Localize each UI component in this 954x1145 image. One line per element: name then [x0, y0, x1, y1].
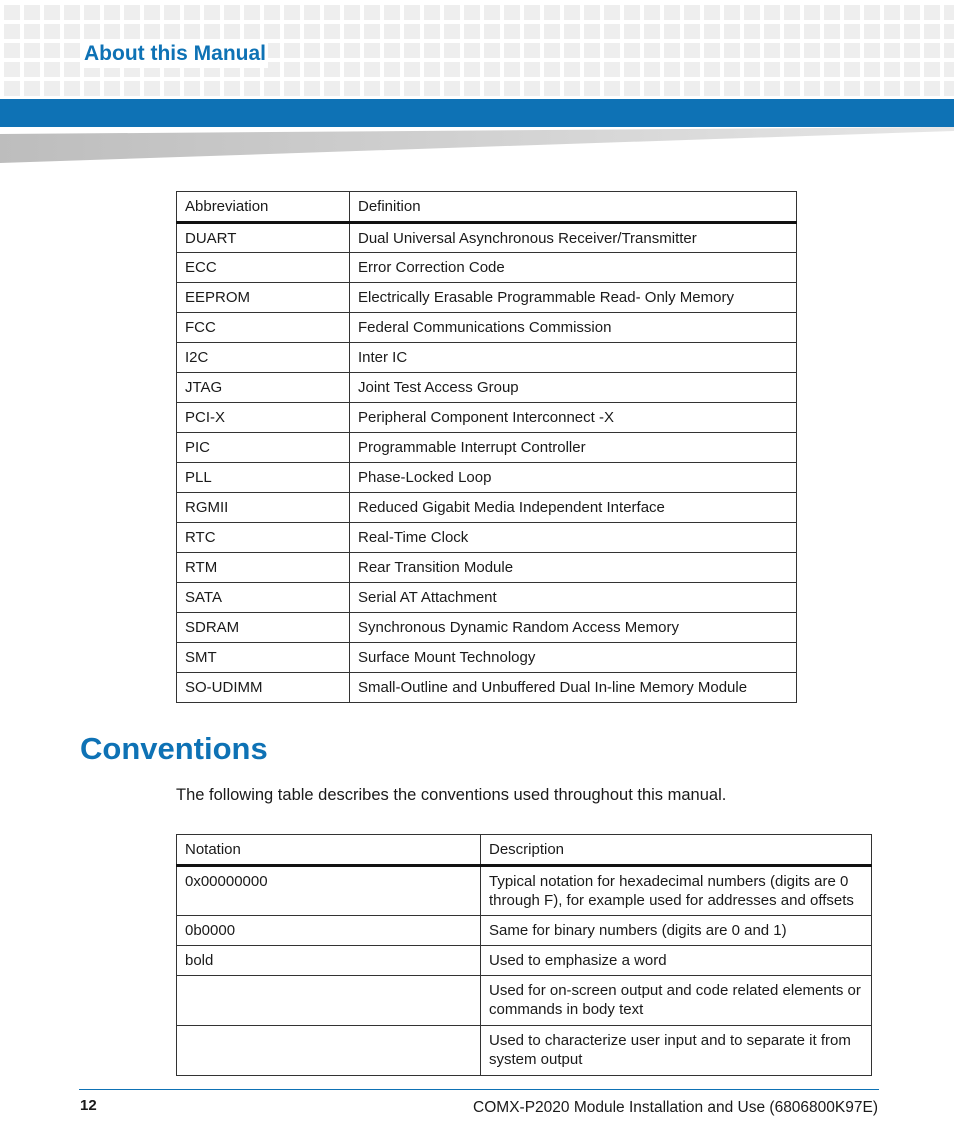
table-cell-description: Small-Outline and Unbuffered Dual In-line Memory Module	[350, 673, 797, 703]
table-row	[177, 223, 797, 253]
table-cell-term: PIC	[177, 433, 350, 463]
running-header-title: About this Manual	[82, 40, 268, 68]
table-header-row	[177, 835, 872, 866]
table-cell-description: Used to characterize user input and to separate it from system output	[481, 1026, 872, 1076]
table-row	[177, 343, 797, 373]
table-cell-term: RGMII	[177, 493, 350, 523]
table-cell-term: SMT	[177, 643, 350, 673]
table-cell-term: DUART	[177, 223, 350, 253]
table-row	[177, 523, 797, 553]
table-cell-term: SO-UDIMM	[177, 673, 350, 703]
table-cell-description: Peripheral Component Interconnect -X	[350, 403, 797, 433]
table-row	[177, 253, 797, 283]
intro-paragraph: The following table describes the conventions used throughout this manual.	[176, 786, 727, 804]
table-cell-term: PLL	[177, 463, 350, 493]
table-cell-term: RTM	[177, 553, 350, 583]
table-row	[177, 1026, 872, 1076]
table-cell-description: Real-Time Clock	[350, 523, 797, 553]
table-row	[177, 946, 872, 976]
table-cell-description: Reduced Gigabit Media Independent Interface	[350, 493, 797, 523]
table-row	[177, 313, 797, 343]
table-cell-term	[177, 1026, 481, 1076]
table-row	[177, 613, 797, 643]
table-row	[177, 916, 872, 946]
table-row	[177, 433, 797, 463]
table-cell-term: RTC	[177, 523, 350, 553]
table-cell-term: bold	[177, 946, 481, 976]
table-row	[177, 403, 797, 433]
table-cell-description: Dual Universal Asynchronous Receiver/Transmitter	[350, 223, 797, 253]
table-cell-description: Same for binary numbers (digits are 0 and 1)	[481, 916, 872, 946]
table-cell-description: Joint Test Access Group	[350, 373, 797, 403]
conventions-table	[176, 834, 872, 1076]
table-row	[177, 553, 797, 583]
table-cell-term: I2C	[177, 343, 350, 373]
footer-divider	[79, 1089, 879, 1090]
table-cell-description: Synchronous Dynamic Random Access Memory	[350, 613, 797, 643]
header-grey-wedge	[0, 127, 954, 163]
abbreviation-table	[176, 191, 797, 703]
table-cell-description: Used to emphasize a word	[481, 946, 872, 976]
table-row	[177, 643, 797, 673]
table-row	[177, 493, 797, 523]
table-cell-description: Typical notation for hexadecimal numbers (digits are 0 through F), for example used for addresses and offsets	[481, 866, 872, 916]
column-header: Definition	[350, 192, 797, 223]
table-header-row	[177, 192, 797, 223]
table-cell-description: Used for on-screen output and code related elements or commands in body text	[481, 976, 872, 1026]
section-title: Conventions	[80, 731, 268, 766]
table-cell-description: Federal Communications Commission	[350, 313, 797, 343]
table-cell-description: Phase-Locked Loop	[350, 463, 797, 493]
table-cell-description: Inter IC	[350, 343, 797, 373]
column-header: Description	[481, 835, 872, 866]
table-row	[177, 673, 797, 703]
table-cell-term: 0x00000000	[177, 866, 481, 916]
table-row	[177, 373, 797, 403]
table-cell-term: JTAG	[177, 373, 350, 403]
table-cell-term: FCC	[177, 313, 350, 343]
column-header: Notation	[177, 835, 481, 866]
table-cell-description: Rear Transition Module	[350, 553, 797, 583]
table-row	[177, 866, 872, 916]
table-row	[177, 283, 797, 313]
table-row	[177, 583, 797, 613]
page-number: 12	[80, 1097, 97, 1114]
table-cell-description: Surface Mount Technology	[350, 643, 797, 673]
table-row	[177, 976, 872, 1026]
table-cell-description: Serial AT Attachment	[350, 583, 797, 613]
footer-document-title: COMX-P2020 Module Installation and Use (6806800K97E)	[473, 1099, 878, 1116]
header-blue-band	[0, 99, 954, 127]
table-cell-term: SATA	[177, 583, 350, 613]
table-cell-description: Electrically Erasable Programmable Read- Only Memory	[350, 283, 797, 313]
table-row	[177, 463, 797, 493]
table-cell-description: Programmable Interrupt Controller	[350, 433, 797, 463]
table-cell-term	[177, 976, 481, 1026]
table-cell-term: 0b0000	[177, 916, 481, 946]
table-cell-term: ECC	[177, 253, 350, 283]
table-cell-term: EEPROM	[177, 283, 350, 313]
table-cell-term: PCI-X	[177, 403, 350, 433]
column-header: Abbreviation	[177, 192, 350, 223]
table-cell-term: SDRAM	[177, 613, 350, 643]
table-cell-description: Error Correction Code	[350, 253, 797, 283]
